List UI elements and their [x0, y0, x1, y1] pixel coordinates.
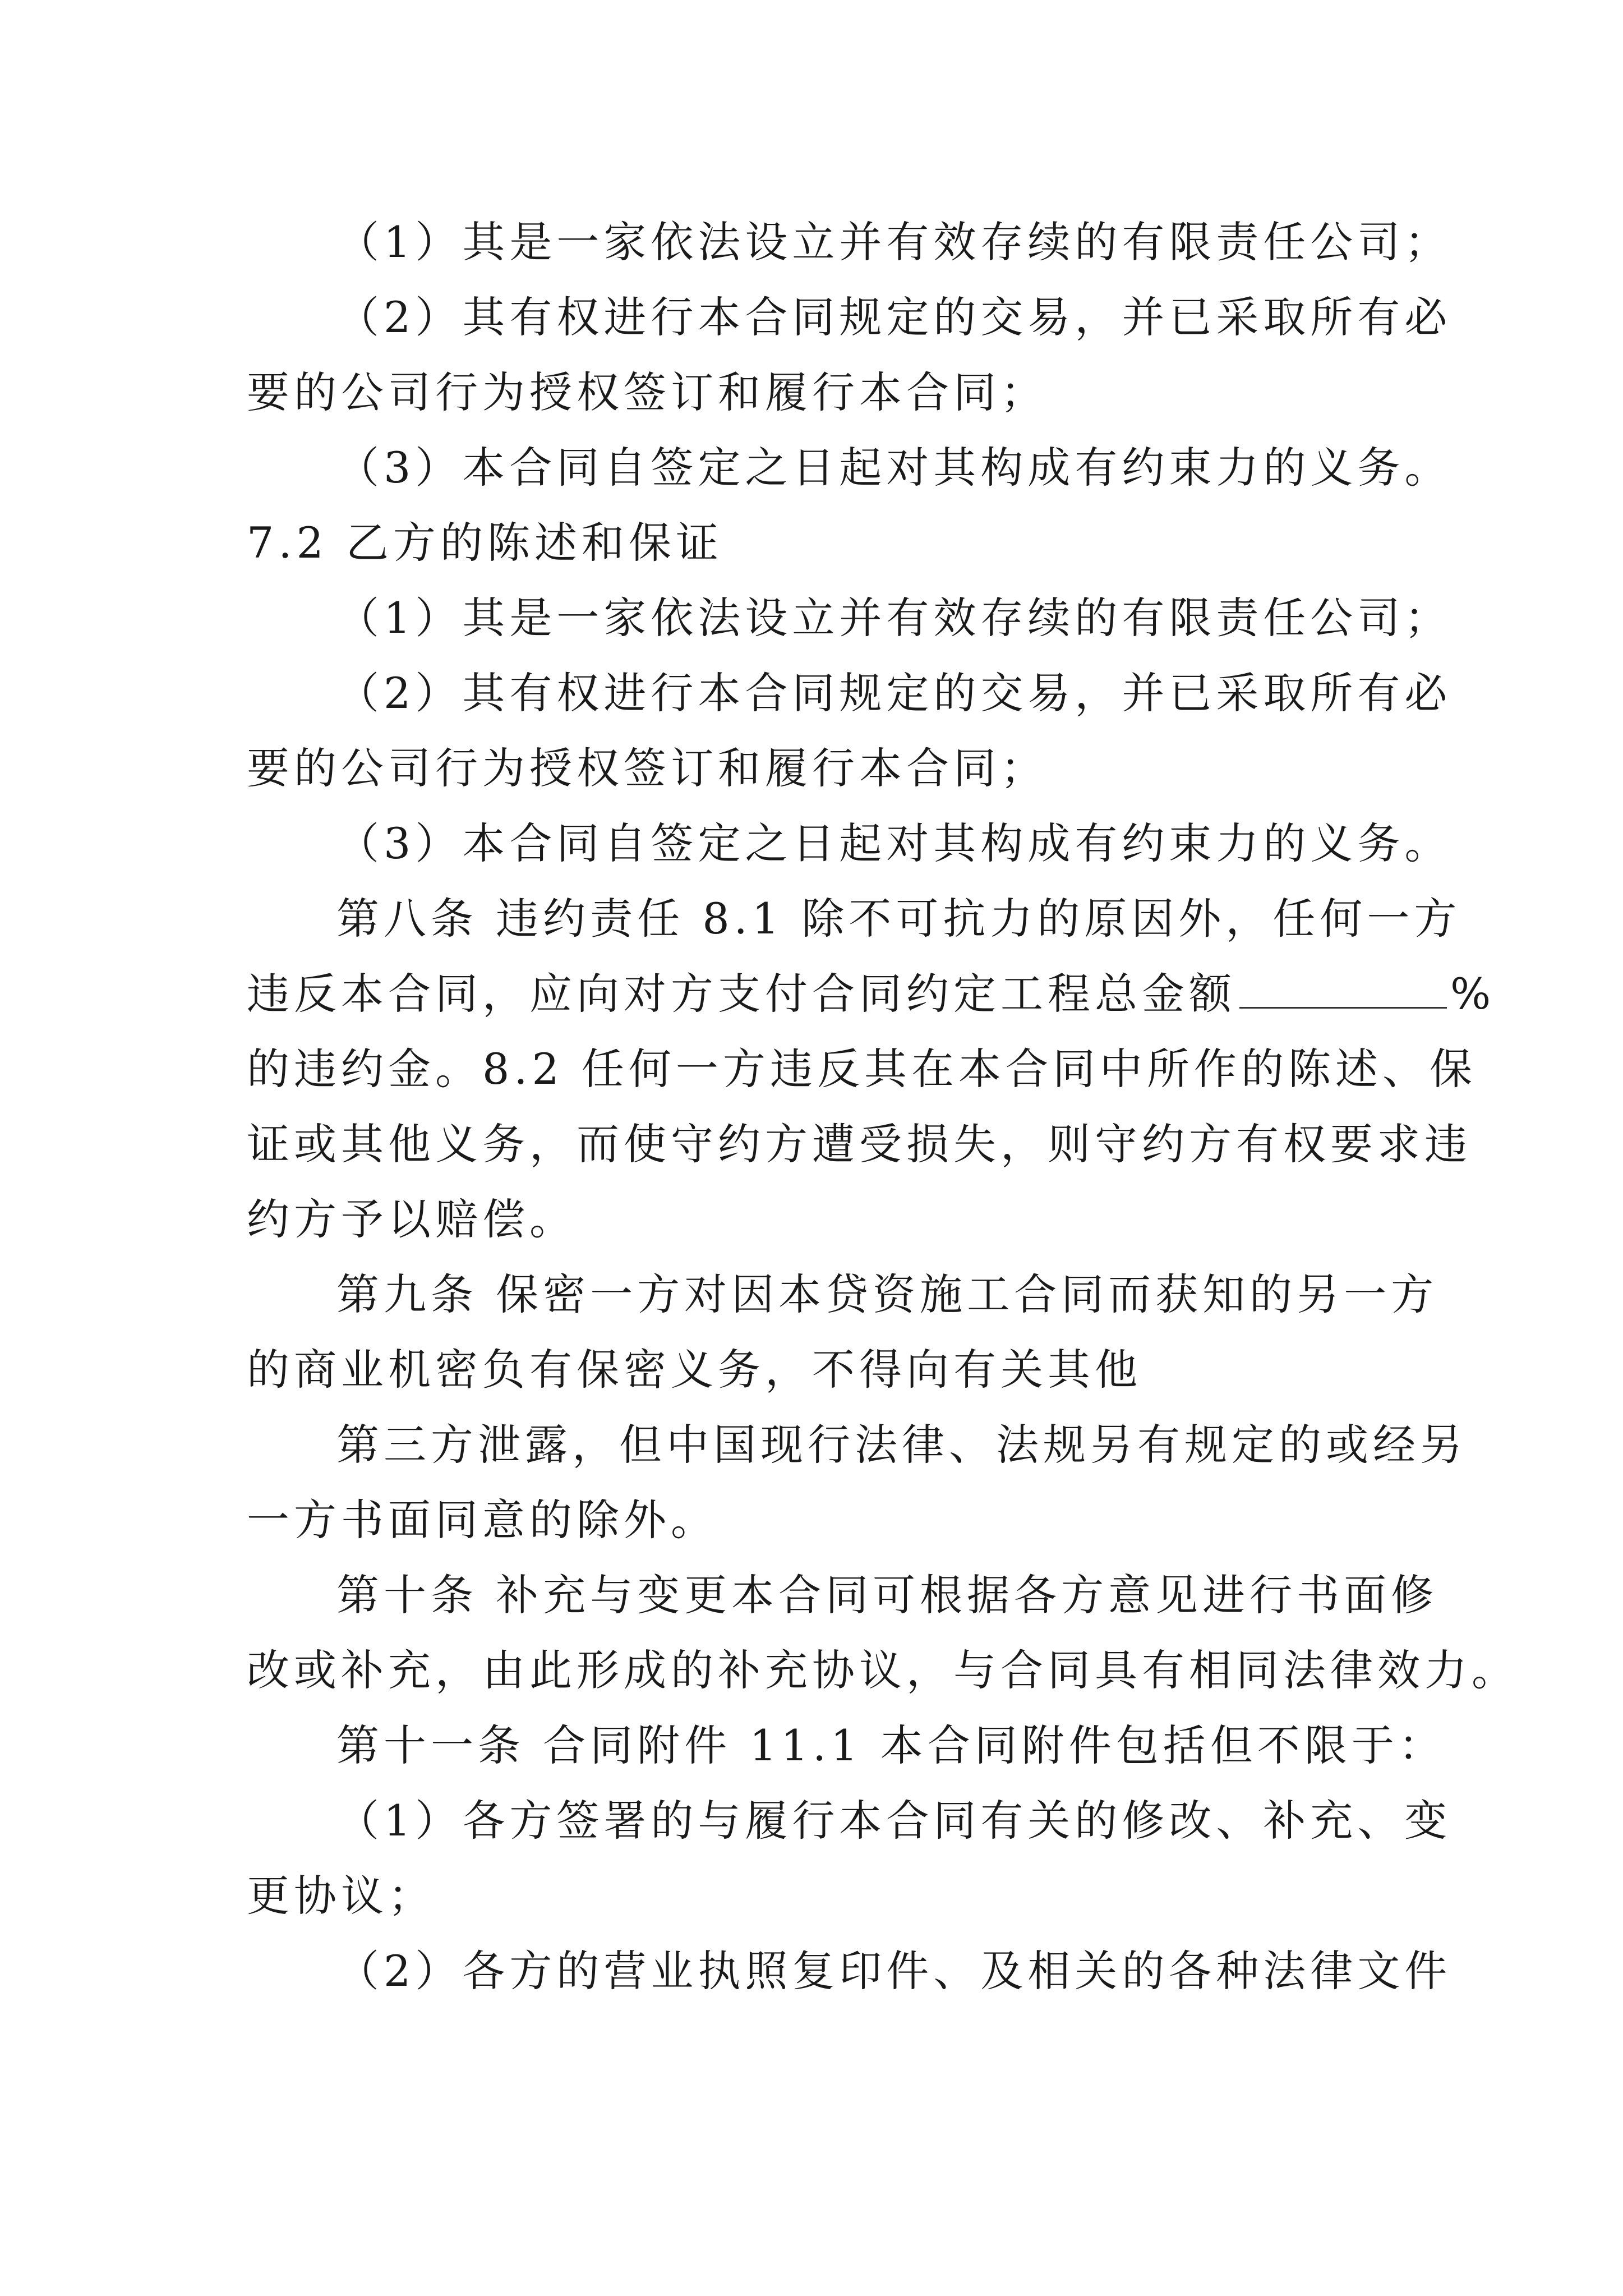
penalty-percent-blank — [1239, 968, 1447, 1009]
article-9-line-1: 第九条 保密一方对因本贷资施工合同而获知的另一方 — [336, 1269, 1438, 1319]
article-8-line-1: 第八条 违约责任 8.1 除不可抗力的原因外，任何一方 — [336, 894, 1461, 944]
clause-7-2-item-1: （1）其是一家依法设立并有效存续的有限责任公司； — [336, 593, 1452, 643]
clause-7-2-item-2: （2）其有权进行本合同规定的交易，并已采取所有必 — [336, 668, 1452, 718]
article-8-line-2 — [247, 956, 1496, 1032]
section-7-2-heading: 7.2 乙方的陈述和保证 — [247, 518, 723, 568]
article-11-item-1-cont: 更协议； — [247, 1871, 435, 1921]
article-10-line-2: 改或补充，由此形成的补充协议，与合同具有相同法律效力。 — [247, 1645, 1519, 1695]
article-9-line-3: 第三方泄露，但中国现行法律、法规另有规定的或经另 — [336, 1420, 1467, 1470]
clause-7-1-item-2: （2）其有权进行本合同规定的交易，并已采取所有必 — [336, 292, 1452, 342]
article-10-line-1: 第十条 补充与变更本合同可根据各方意见进行书面修 — [336, 1570, 1438, 1620]
clause-7-1-item-2-cont: 要的公司行为授权签订和履行本合同； — [247, 367, 1048, 417]
article-8-line-2-text: 违反本合同，应向对方支付合同约定工程总金额 — [247, 969, 1236, 1019]
clause-7-2-item-3: （3）本合同自签定之日起对其构成有约束力的义务。 — [336, 818, 1452, 868]
article-11-item-2: （2）各方的营业执照复印件、及相关的各种法律文件 — [336, 1946, 1452, 1996]
clause-7-2-item-2-cont: 要的公司行为授权签订和履行本合同； — [247, 743, 1048, 793]
clause-7-1-item-1: （1）其是一家依法设立并有效存续的有限责任公司； — [336, 217, 1452, 267]
article-9-line-4: 一方书面同意的除外。 — [247, 1495, 718, 1545]
document-body — [247, 205, 1519, 2009]
article-8-line-5: 约方予以赔偿。 — [247, 1194, 577, 1244]
clause-7-1-item-3: （3）本合同自签定之日起对其构成有约束力的义务。 — [336, 443, 1452, 493]
article-8-line-4: 证或其他义务，而使守约方遭受损失，则守约方有权要求违 — [247, 1119, 1472, 1169]
article-9-line-2: 的商业机密负有保密义务，不得向有关其他 — [247, 1345, 1142, 1395]
article-11-item-1: （1）各方签署的与履行本合同有关的修改、补充、变 — [336, 1796, 1452, 1846]
percent-sign: % — [1450, 969, 1496, 1019]
article-11-line-1: 第十一条 合同附件 11.1 本合同附件包括但不限于： — [336, 1720, 1446, 1770]
article-8-line-3: 的违约金。8.2 任何一方违反其在本合同中所作的陈述、保 — [247, 1044, 1477, 1094]
